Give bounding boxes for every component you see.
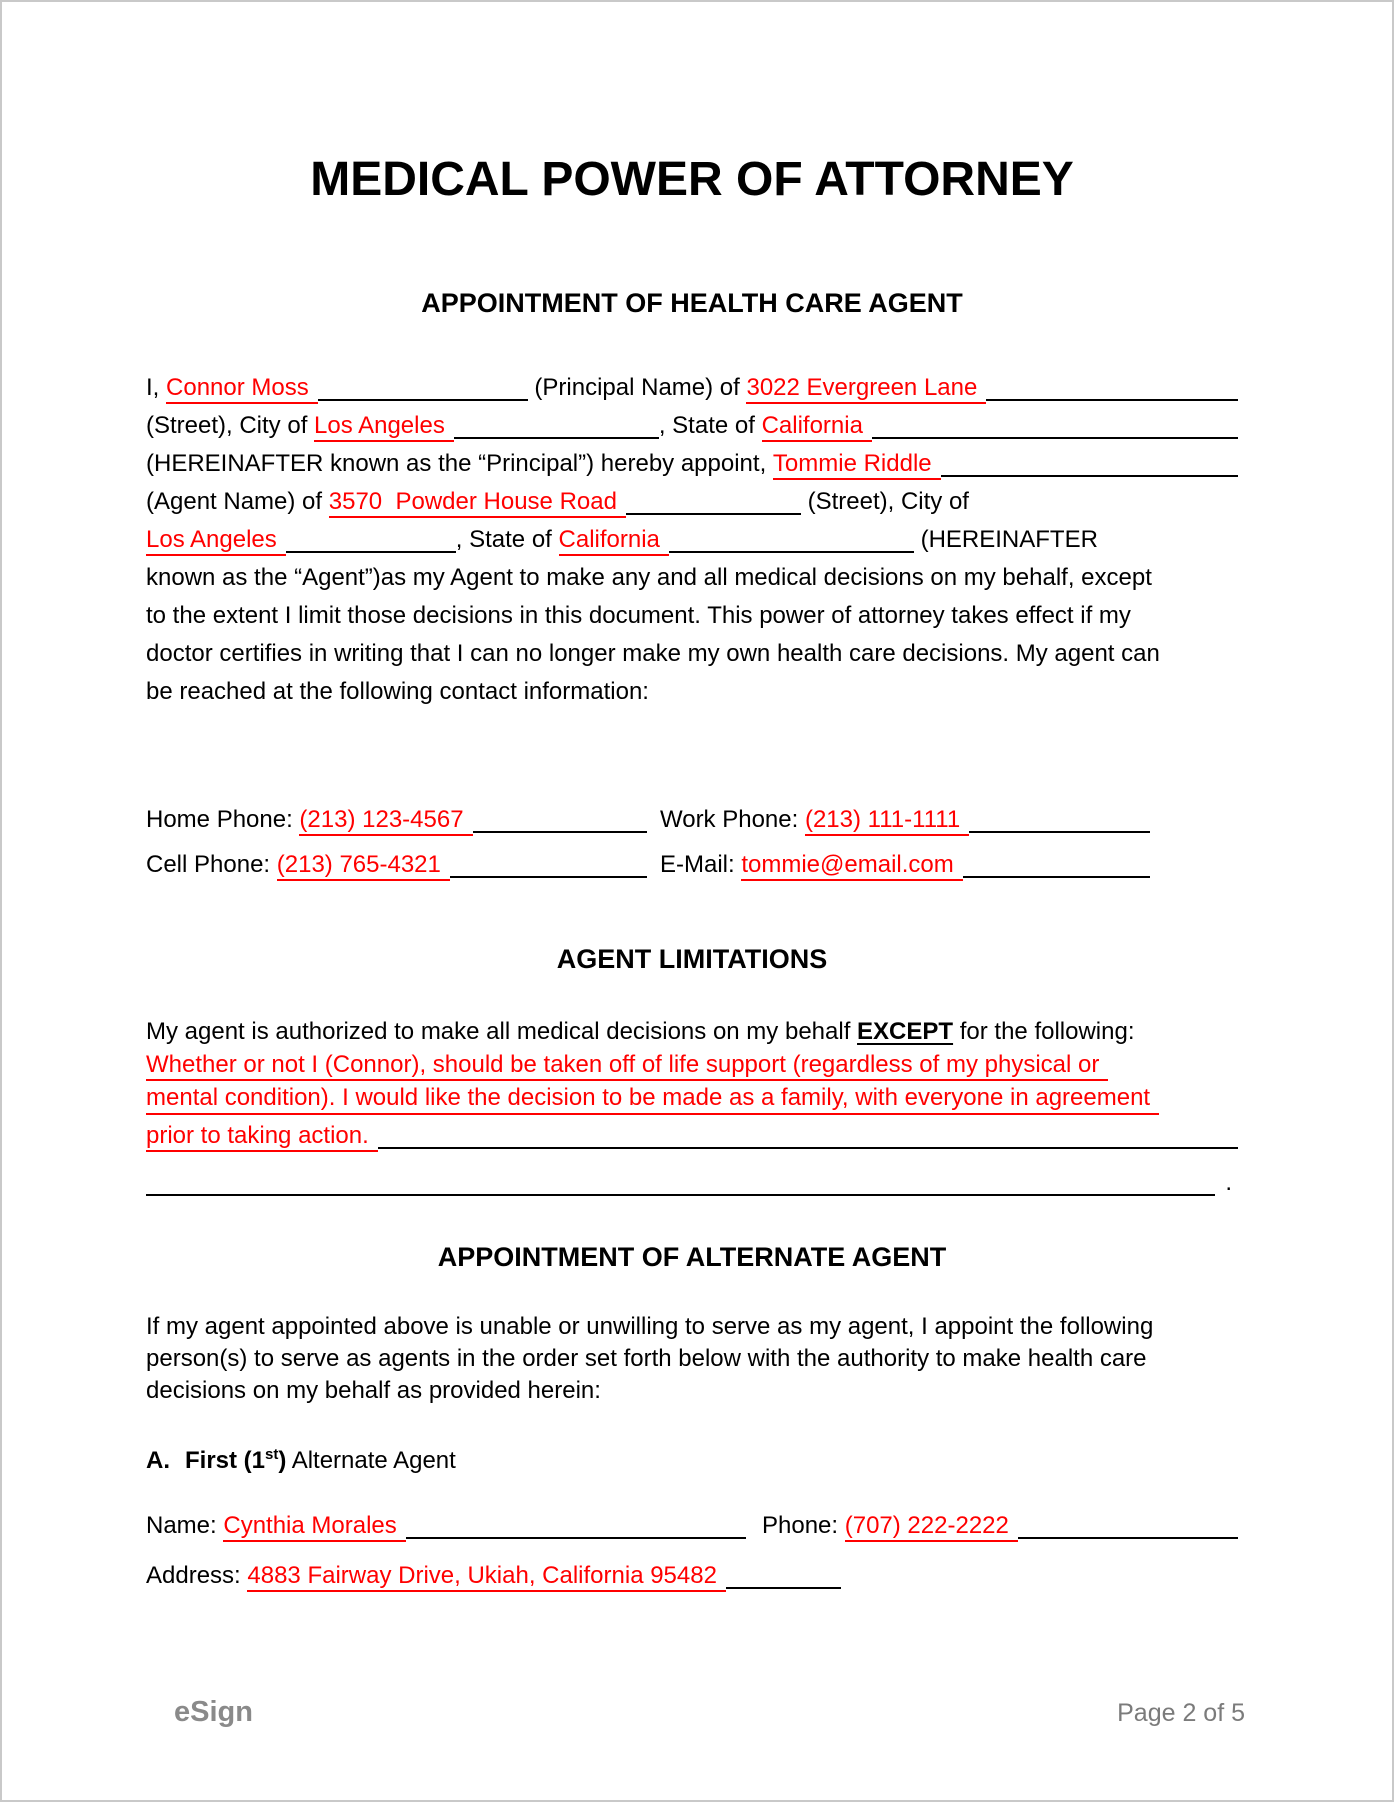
- address-label: Address:: [146, 1561, 248, 1589]
- text-run: , State of: [658, 412, 762, 439]
- esign-logo: eSign: [174, 1696, 253, 1728]
- alternate-address-row: [146, 1553, 1238, 1598]
- agent-street-field: 3570 Powder House Road: [329, 487, 626, 518]
- agent-city-field: Los Angeles: [146, 525, 286, 556]
- principal-state-field: California: [762, 411, 872, 442]
- limitations-entry-line: [146, 1081, 1238, 1114]
- email-group: [660, 842, 1150, 887]
- paragraph-line: decisions on my behalf as provided herein:: [146, 1376, 601, 1404]
- blank-line: [450, 876, 647, 878]
- paragraph-line: [146, 1015, 1238, 1048]
- alternate-name-field: Cynthia Morales: [223, 1511, 405, 1542]
- appointment-paragraph: [146, 369, 1238, 711]
- name-label: Name:: [146, 1511, 224, 1539]
- blank-line: [941, 475, 1238, 477]
- text-run: known as the “Agent”)as my Agent to make any and all medical decisions on my behalf, except: [146, 564, 1152, 591]
- limitations-paragraph: [146, 1015, 1238, 1202]
- paragraph-line: [146, 483, 1238, 521]
- blank-line: [1018, 1537, 1238, 1539]
- agent-name-field: Tommie Riddle: [773, 449, 941, 480]
- blank-line: [963, 876, 1150, 878]
- text-run: , State of: [455, 526, 559, 553]
- cell-phone-field: (213) 765-4321: [277, 850, 450, 881]
- text-run: My agent is authorized to make all medical decisions on my behalf: [146, 1018, 858, 1045]
- phone-label: Phone:: [762, 1511, 845, 1539]
- blank-line: [986, 399, 1238, 401]
- paragraph-line: person(s) to serve as agents in the order set forth below with the authority to make health care: [146, 1344, 1147, 1372]
- alternate-name-phone-row: [146, 1503, 1238, 1548]
- blank-line: [969, 831, 1150, 833]
- paragraph-line: [146, 559, 1238, 597]
- paragraph-line: [146, 407, 1238, 445]
- work-phone-field: (213) 111-1111: [805, 805, 969, 836]
- blank-line: [454, 437, 659, 439]
- email-label: E-Mail:: [660, 851, 742, 878]
- except-emphasis: EXCEPT: [857, 1018, 954, 1045]
- item-title-close: ): [278, 1446, 287, 1474]
- contact-row: [146, 842, 1238, 887]
- ordinal-superscript: st: [265, 1445, 279, 1463]
- paragraph-line: [146, 597, 1238, 635]
- text-run: (HEREINAFTER: [913, 526, 1098, 553]
- cell-phone-group: [146, 842, 647, 887]
- text-run: for the following:: [953, 1018, 1135, 1045]
- limitations-text-field: prior to taking action.: [146, 1121, 378, 1152]
- alternate-phone-group: [762, 1503, 1238, 1548]
- home-phone-group: [146, 797, 647, 842]
- text-run: (HEREINAFTER known as the “Principal”) hereby appoint,: [146, 450, 773, 477]
- home-phone-label: Home Phone:: [146, 806, 300, 833]
- first-alternate-agent-item: [146, 1439, 1238, 1477]
- principal-name-field: Connor Moss: [166, 373, 318, 404]
- text-run: (Agent Name) of: [146, 488, 329, 515]
- section-heading-alternate-agent: APPOINTMENT OF ALTERNATE AGENT: [437, 1241, 947, 1272]
- paragraph-line: [146, 445, 1238, 483]
- text-run: I,: [146, 374, 167, 401]
- text-run: Alternate Agent: [286, 1446, 456, 1474]
- blank-line: [146, 1194, 1215, 1196]
- limitations-entry-line: [146, 1048, 1238, 1081]
- agent-state-field: California: [559, 525, 669, 556]
- paragraph-line: [146, 369, 1238, 407]
- alternate-phone-field: (707) 222-2222: [845, 1511, 1018, 1542]
- blank-line: [726, 1587, 841, 1589]
- page-indicator: Page 2 of 5: [1117, 1699, 1245, 1727]
- limitations-entry-line: [146, 1121, 1238, 1152]
- text-run: (Street), City of: [146, 412, 315, 439]
- cell-phone-label: Cell Phone:: [146, 851, 277, 878]
- alternate-address-field: 4883 Fairway Drive, Ukiah, California 95482: [247, 1561, 726, 1592]
- limitations-text-field: mental condition). I would like the decision to be made as a family, with everyone in agreement: [146, 1083, 1159, 1114]
- blank-line: [378, 1147, 1238, 1149]
- alternate-agent-paragraph: [146, 1311, 1238, 1407]
- blank-line: [626, 513, 801, 515]
- paragraph-line: If my agent appointed above is unable or unwilling to serve as my agent, I appoint the following: [146, 1312, 1154, 1340]
- text-run: (Street), City of: [800, 488, 969, 515]
- work-phone-label: Work Phone:: [660, 806, 805, 833]
- paragraph-line: [146, 673, 1238, 711]
- item-letter: A.: [146, 1446, 170, 1474]
- text-run: be reached at the following contact information:: [146, 678, 649, 705]
- blank-line: [406, 1537, 746, 1539]
- page-footer: [146, 1696, 1245, 1729]
- document-content: [2, 152, 1392, 1598]
- blank-line: [669, 551, 914, 553]
- contact-info-block: [146, 797, 1238, 887]
- work-phone-group: [660, 797, 1150, 842]
- limitations-text-field: Whether or not I (Connor), should be taken off of life support (regardless of my physical or: [146, 1050, 1108, 1081]
- text-run: doctor certifies in writing that I can no longer make my own health care decisions. My agent can: [146, 640, 1160, 667]
- alternate-name-group: [146, 1503, 746, 1548]
- principal-street-field: 3022 Evergreen Lane: [746, 373, 986, 404]
- blank-line: [473, 831, 647, 833]
- blank-line: [318, 399, 528, 401]
- email-field: tommie@email.com: [741, 850, 962, 881]
- home-phone-field: (213) 123-4567: [299, 805, 472, 836]
- section-heading-health-care-agent: APPOINTMENT OF HEALTH CARE AGENT: [421, 288, 963, 318]
- principal-city-field: Los Angeles: [314, 411, 454, 442]
- paragraph-line: [146, 635, 1238, 673]
- document-title: MEDICAL POWER OF ATTORNEY: [310, 153, 1074, 206]
- section-heading-agent-limitations: AGENT LIMITATIONS: [556, 944, 828, 974]
- blank-line: [872, 437, 1238, 439]
- text-run: (Principal Name) of: [527, 374, 747, 401]
- contact-row: [146, 797, 1238, 842]
- blank-line: [286, 551, 456, 553]
- limitations-blank-line: [146, 1164, 1238, 1202]
- text-run: .: [1225, 1168, 1232, 1196]
- text-run: to the extent I limit those decisions in this document. This power of attorney takes effect if my: [146, 602, 1131, 629]
- paragraph-line: [146, 521, 1238, 559]
- item-title: First (1: [185, 1446, 266, 1474]
